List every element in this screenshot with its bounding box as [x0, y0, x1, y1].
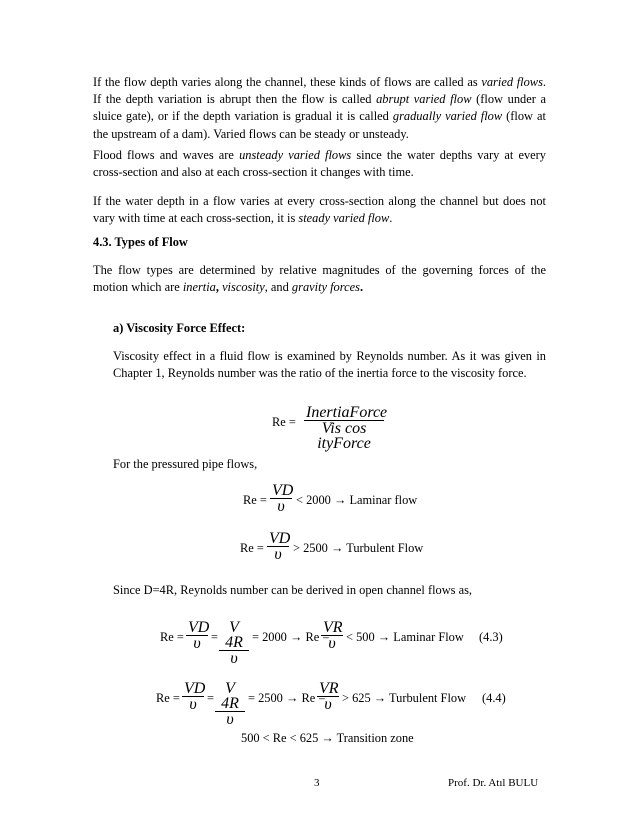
eq-denominator: υ	[219, 650, 249, 666]
eq-fraction	[219, 620, 249, 666]
paragraph-varied-flows: If the flow depth varies along the channel, these kinds of flows are called as varied flows. If the depth variation is abrupt then the flow is called abrupt varied flow (flow under a sluice gate), or if the depth variation is gradual it is called gradually varied flow (flow at the upstream of a dam). Varied flows can be steady or unsteady.	[93, 75, 546, 141]
eq-re-label: Re =	[156, 691, 180, 705]
eq-numerator: V 4R	[221, 680, 239, 712]
eq-numerator: VD	[269, 530, 291, 547]
eq-fraction	[186, 620, 208, 651]
eq-condition: < 2000 → Laminar flow	[296, 493, 418, 507]
eq-denominator: Vis cos ityForce	[304, 420, 384, 451]
eq-numerator: InertiaForce	[306, 404, 388, 421]
eq-denominator: υ	[317, 696, 339, 712]
eq-numerator: VD	[184, 680, 206, 697]
eq-fraction	[321, 620, 343, 651]
eq-condition: > 625 → Turbulent Flow	[342, 691, 467, 705]
eq-equals: =	[207, 691, 214, 705]
eq-re-label: Re =	[160, 630, 184, 644]
eq-denominator: υ	[267, 546, 289, 562]
footer-author: Prof. Dr. Atıl BULU	[448, 777, 539, 789]
paragraph-pipe-flows: For the pressured pipe flows,	[113, 457, 258, 471]
eq-re-label: Re =	[243, 493, 267, 507]
paragraph-reynolds: Viscosity effect in a fluid flow is examined by Reynolds number. As it was given in Chapter 1, Reynolds number was the ratio of the inertia force to the viscosity force.	[113, 349, 546, 381]
paragraph-flow-types: The flow types are determined by relative magnitudes of the governing forces of the motion which are inertia, viscosity, and gravity forces.	[93, 263, 546, 295]
subsection-heading: a) Viscosity Force Effect:	[113, 321, 246, 335]
eq-fraction	[304, 404, 388, 452]
eq-denominator: υ	[215, 711, 245, 727]
eq-denominator: υ	[186, 635, 208, 651]
eq-denominator: υ	[321, 635, 343, 651]
eq-equals: =	[211, 630, 218, 644]
eq-fraction	[182, 681, 204, 712]
eq-number-tag: (4.3)	[479, 630, 503, 644]
eq-condition: > 2500 → Turbulent Flow	[293, 541, 424, 555]
eq-re-label: Re =	[272, 415, 296, 429]
eq-numerator: VD	[272, 482, 294, 499]
eq-re-label: Re =	[240, 541, 264, 555]
equation-transition-zone: 500 < Re < 625 → Transition zone	[241, 731, 414, 745]
eq-numerator: V 4R	[225, 619, 243, 651]
eq-denominator: υ	[182, 696, 204, 712]
eq-middle: = 2500 → Re =	[248, 691, 326, 705]
eq-numerator: VR	[319, 680, 339, 697]
eq-numerator: VD	[188, 619, 210, 636]
eq-fraction	[317, 681, 339, 712]
eq-denominator: υ	[270, 498, 292, 514]
eq-condition: < 500 → Laminar Flow	[346, 630, 464, 644]
eq-number-tag: (4.4)	[482, 691, 506, 705]
paragraph-steady-varied: If the water depth in a flow varies at every cross-section along the channel but does not vary with time at each cross-section, it is steady varied flow.	[93, 194, 546, 226]
page-number: 3	[314, 777, 320, 789]
eq-fraction	[267, 531, 289, 562]
eq-numerator: VR	[323, 619, 343, 636]
eq-fraction	[215, 681, 245, 727]
paragraph-flood-flows: Flood flows and waves are unsteady varied flows since the water depths vary at every cross-section and also at each cross-section it changes with time.	[93, 148, 547, 180]
eq-middle: = 2000 → Re =	[252, 630, 330, 644]
eq-fraction	[270, 483, 292, 514]
section-heading: 4.3. Types of Flow	[93, 235, 188, 249]
paragraph-open-channel: Since D=4R, Reynolds number can be derived in open channel flows as,	[113, 583, 473, 597]
